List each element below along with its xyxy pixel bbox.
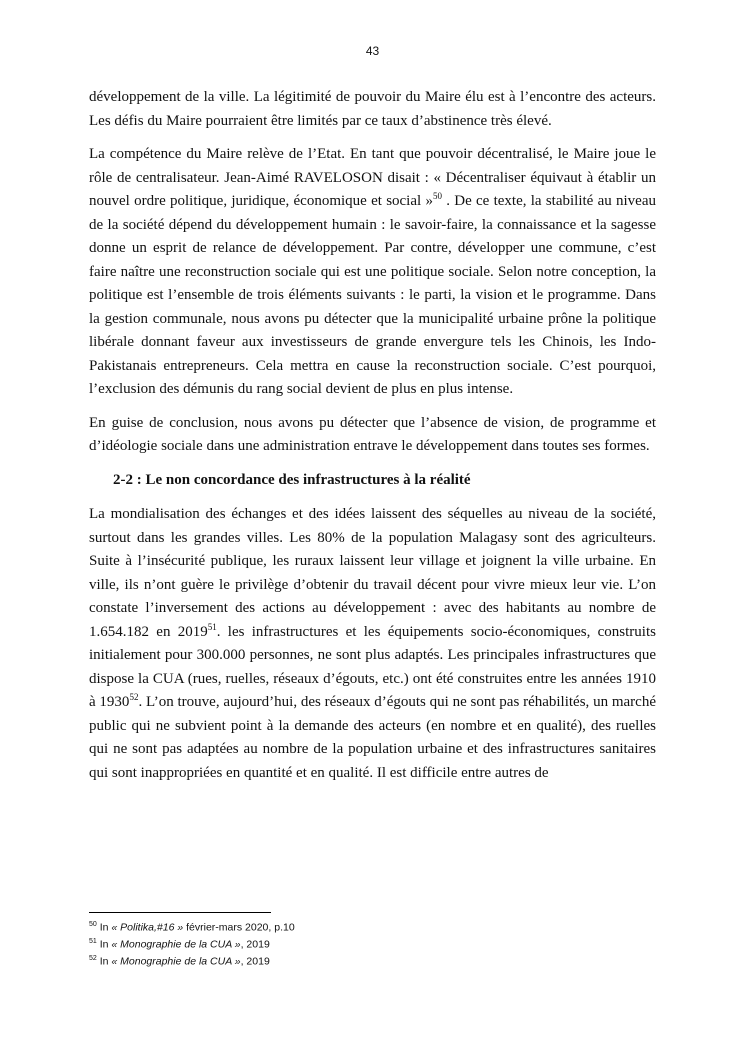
paragraph-2-text-a: La compétence du Maire relève de l’Etat. En tant que pouvoir décentralisé, le Maire joue le rôle de centralisateur. Jean-Aimé RAVELOSON disait : « Décentraliser équivaut à établir un nouvel ordre politique, juridique, économique et social » <box>89 146 656 209</box>
footnote-number: 50 <box>89 921 97 928</box>
footnote-50: $^{50}$ In « Politika,#16 » février-mars 2020, p.10 <box>89 921 295 934</box>
footnote-number: 52 <box>89 955 97 962</box>
body-text <box>89 86 656 795</box>
footnote-ref-52: 52 <box>129 692 139 702</box>
footnote-source-title: « Monographie de la CUA » <box>111 955 241 968</box>
section-paragraph-text-b: . les infrastructures et les équipements socio-économiques, construits initialement pour 300.000 personnes, ne sont plus adaptés. Les principales infrastructures que dispose la CUA (rues, ruelles, réseaux d’égouts, etc.) ont été construites entre les années 1910 à 1930 <box>89 623 656 710</box>
paragraph-3: En guise de conclusion, nous avons pu détecter que l’absence de vision, de programme et d’idéologie sociale dans une administration entrave le développement dans toutes ses formes. <box>89 414 656 454</box>
footnote-number: 51 <box>89 938 97 945</box>
paragraph-1: développement de la ville. La légitimité de pouvoir du Maire élu est à l’encontre des acteurs. Les défis du Maire pourraient être limités par ce taux d’abstinence très élevé. <box>89 89 656 129</box>
section-heading: 2-2 : Le non concordance des infrastructures à la réalité <box>113 471 471 488</box>
footnote-divider <box>89 912 271 913</box>
footnote-source-title: « Monographie de la CUA » <box>111 938 241 951</box>
footnotes <box>89 918 656 969</box>
section-paragraph-text-a: La mondialisation des échanges et des idées laissent des séquelles au niveau de la société, surtout dans les grandes villes. Les 80% de la population Malagasy sont des agriculteurs. Suite à l’insécurité publique, les ruraux laissent leur village et joignent la ville urbaine. En ville, ils n’ont guère le privilège d’obtenir du travail décent pour vivre mieux leur vie. L’on constate l’inversement des actions au développement : avec des habitants au nombre de 1.654.182 en 2019 <box>89 506 656 640</box>
footnote-source-title: « Politika,#16 » <box>111 921 184 934</box>
section-paragraph <box>89 503 656 785</box>
footnote-52: $^{52}$ In « Monographie de la CUA », 2019 <box>89 955 270 968</box>
paragraph-2-text-b: . De ce texte, la stabilité au niveau de la société dépend du développement humain : le savoir-faire, la connaissance et la sagesse donne un esprit de relance de développement. Par contre, développer une commune, c’est faire naître une reconstruction sociale qui est une politique sociale. Selon notre conception, la politique est l’ensemble de trois éléments suivants : le parti, la vision et le programme. Dans la gestion communale, nous avons pu détecter que la municipalité urbaine prône la politique libérale donnant faveur aux investisseurs de grande envergure tels les Chinois, les Indo-Pakistanais entrepreneurs. Cela mettra en cause la reconstruction sociale. C’est pourquoi, l’exclusion des démunis du rang social devient de plus en plus intense. <box>89 193 656 397</box>
page-number: 43 <box>365 44 380 58</box>
paragraph-2 <box>89 143 656 402</box>
footnote-ref-51: 51 <box>207 621 217 632</box>
footnote-ref-50: 50 <box>432 191 442 201</box>
footnote-51: $^{51}$ In « Monographie de la CUA », 2019 <box>89 938 270 951</box>
section-paragraph-text-c: . L’on trouve, aujourd’hui, des réseaux d’égouts qui ne sont pas réhabilités, un marché public qui ne subvient point à la demande des acteurs (en nombre et en qualité), des ruelles qui ne sont pas adaptées au nombre de la population urbaine et des infrastructures sanitaires qui sont inappropriées en quantité et en qualité. Il est difficile entre autres de <box>89 694 656 781</box>
